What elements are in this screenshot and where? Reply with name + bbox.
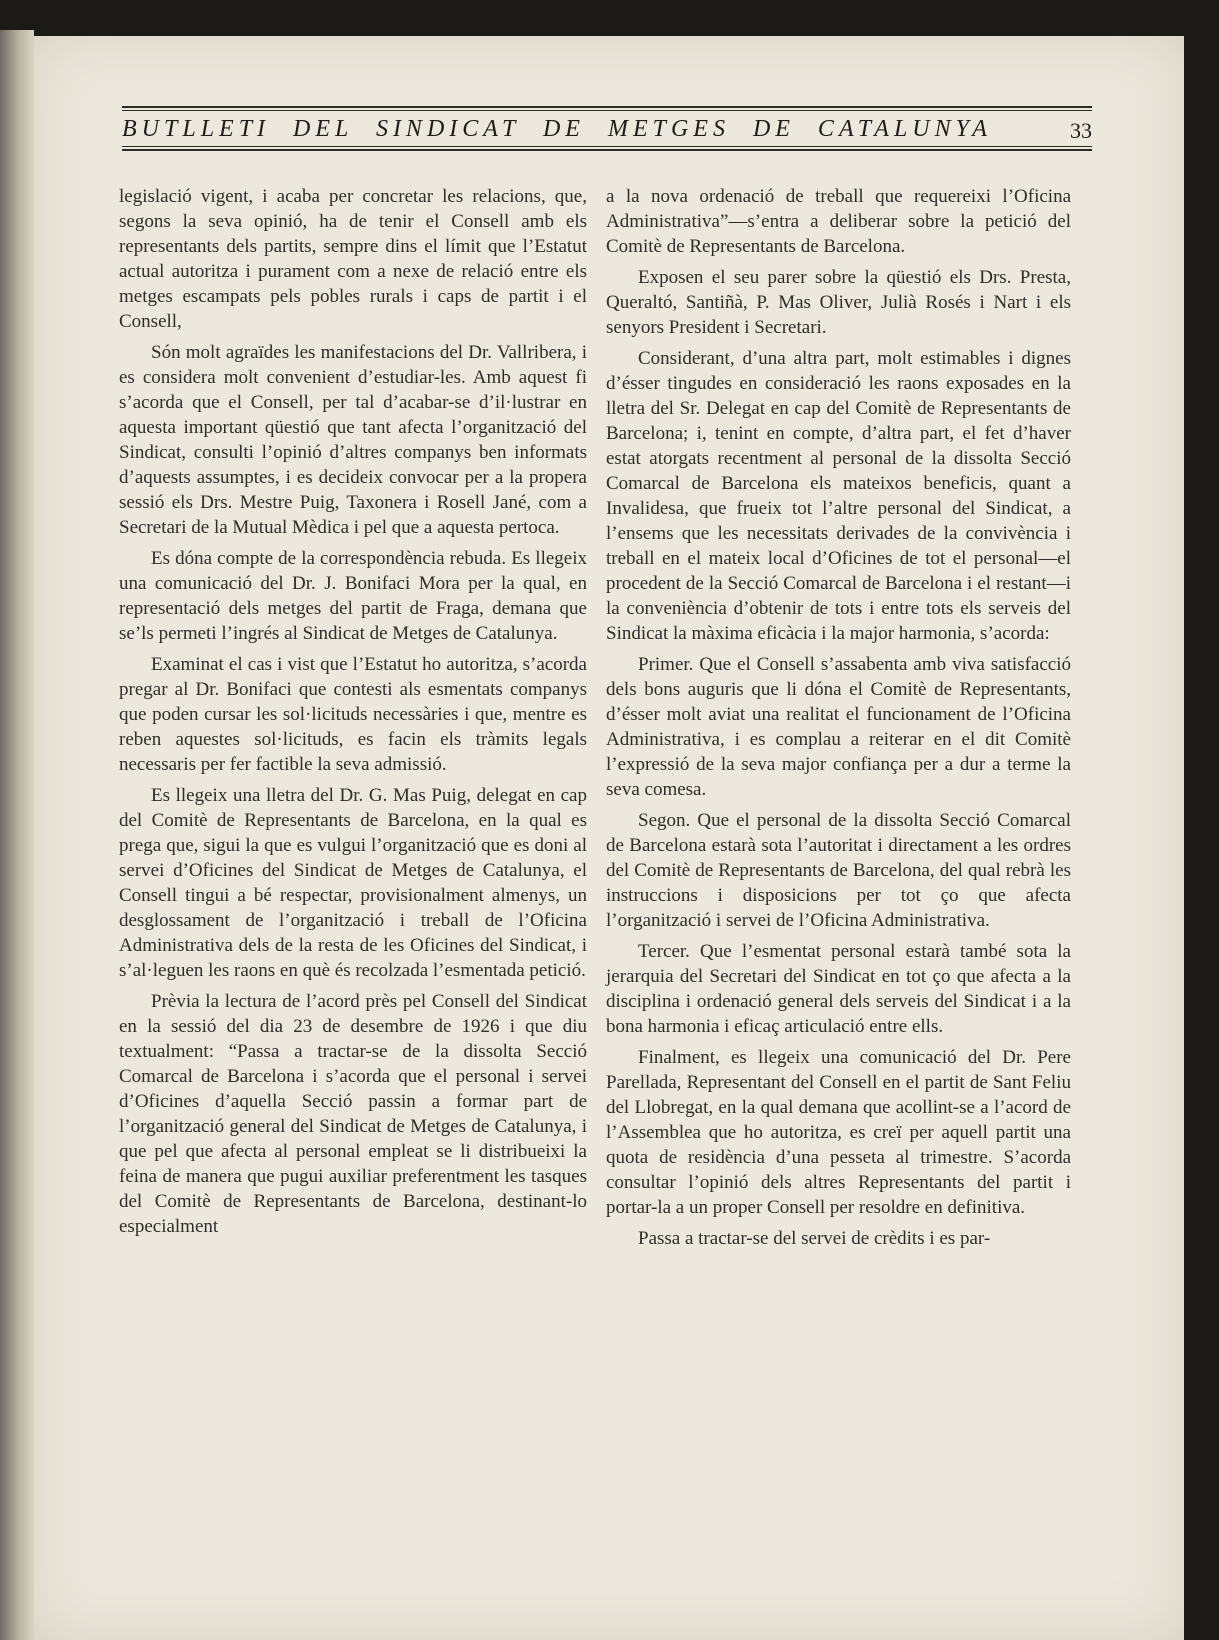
right-text-column [606, 184, 1071, 1257]
paragraph: Considerant, d’una altra part, molt estimables i dignes d’ésser tingudes en consideració les raons exposades en la lletra del Sr. Delegat en cap del Comitè de Representants de Barcelona; i, tenint en compte, d’altra part, el fet d’haver estat atorgats recentment al personal de la dissolta Secció Comarcal de Barcelona els mateixos beneficis, quant a Invalidesa, que frueix tot l’altre personal del Sindicat, a l’ensems que les necessitats derivades de la convivència i treball en el mateix local d’Oficines de tot el personal—el procedent de la Secció Comarcal de Barcelona i el restant—i la conveniència d’obtenir de tots i entre tots els serveis del Sindicat la màxima eficàcia i la major harmonia, s’acorda: [606, 348, 1071, 644]
running-header-title: BUTLLETI DEL SINDICAT DE METGES DE CATALUNYA [122, 116, 992, 142]
header-rule-bottom-thin [122, 146, 1092, 147]
paragraph: Finalment, es llegeix una comunicació del Dr. Pere Parellada, Representant del Consell en el partit de Sant Feliu del Llobregat, en la qual demana que acollint-se a l’acord de l’Assemblea que ho autoritza, es creï per aquell partit una quota de residència d’una pesseta al trimestre. S’acorda consultar l’opinió dels altres Representants del partit i portar-la a un proper Consell per resoldre en definitiva. [606, 1047, 1071, 1218]
paragraph: Prèvia la lectura de l’acord près pel Consell del Sindicat en la sessió del dia 23 de desembre de 1926 i que diu textualment: “Passa a tractar-se de la dissolta Secció Comarcal de Barcelona i s’acorda que el personal i servei d’Oficines d’aquella Secció passin a formar part de l’organització general del Sindicat de Metges de Catalunya, i que pel que afecta al personal empleat se li distribueixi la feina de manera que pugui auxiliar preferentment les tasques del Comitè de Representants de Barcelona, destinant-lo especialment [119, 991, 587, 1237]
paragraph: Són molt agraïdes les manifestacions del Dr. Vallribera, i es considera molt convenient d’estudiar-les. Amb aquest fi s’acorda que el Consell, per tal d’acabar-se d’il·lustrar en aquesta important qüestió que tant afecta l’organització del Sindicat, consulti l’opinió d’altres companys ben informats d’aquests assumptes, i es decideix convocar per a la propera sessió els Drs. Mestre Puig, Taxonera i Rosell Jané, com a Secretari de la Mutual Mèdica i pel que a aquesta pertoca. [119, 342, 587, 538]
paragraph: Primer. Que el Consell s’assabenta amb viva satisfacció dels bons auguris que li dóna el Comitè de Representants, d’ésser molt aviat una realitat el funcionament de l’Oficina Administrativa, i es complau a reiterar en el dit Comitè l’expressió de la seva major confiança per a dur a terme la seva comesa. [606, 654, 1071, 800]
paragraph: a la nova ordenació de treball que requereixi l’Oficina Administrativa”—s’entra a deliberar sobre la petició del Comitè de Representants de Barcelona. [606, 186, 1071, 257]
paragraph: Passa a tractar-se del servei de crèdits i es par- [638, 1228, 991, 1249]
header-rule-bottom [122, 149, 1092, 151]
document-page [34, 36, 1184, 1640]
paragraph: Examinat el cas i vist que l’Estatut ho autoritza, s’acorda pregar al Dr. Bonifaci que contesti als esmentats companys que poden cursar les sol·licituds necessàries i que, mentre es reben aquestes sol·licituds, es facin els tràmits legals necessaris per fer factible la seva admissió. [119, 654, 587, 775]
left-text-column [119, 184, 587, 1245]
page-number: 33 [1070, 118, 1092, 143]
paragraph: Es dóna compte de la correspondència rebuda. Es llegeix una comunicació del Dr. J. Bonifaci Mora per la qual, en representació dels metges del partit de Fraga, demana que se’ls permeti l’ingrés al Sindicat de Metges de Catalunya. [119, 548, 587, 644]
paragraph: Tercer. Que l’esmentat personal estarà també sota la jerarquia del Secretari del Sindicat en tot ço que afecta a la disciplina i ordenació general dels serveis del Sindicat i a la bona harmonia i eficaç articulació entre ells. [606, 941, 1071, 1037]
paragraph: Segon. Que el personal de la dissolta Secció Comarcal de Barcelona estarà sota l’autoritat i directament a les ordres del Comitè de Representants de Barcelona, del qual rebrà les instruccions i disposicions per tot ço que afecta l’organització i servei de l’Oficina Administrativa. [606, 810, 1071, 931]
book-spine-edge [0, 30, 34, 1640]
header-rule-top-thin [122, 110, 1092, 111]
paragraph: Exposen el seu parer sobre la qüestió els Drs. Presta, Queraltó, Santiñà, P. Mas Oliver, Julià Rosés i Nart i els senyors President i Secretari. [606, 267, 1071, 338]
paragraph: legislació vigent, i acaba per concretar les relacions, que, segons la seva opinió, ha de tenir el Consell amb els representants dels partits, sempre dins el límit que l’Estatut actual autoritza i purament com a nexe de relació entre els metges escampats pels pobles rurals i caps de partit i el Consell, [119, 186, 587, 332]
header-rule-top [122, 106, 1092, 108]
paragraph: Es llegeix una lletra del Dr. G. Mas Puig, delegat en cap del Comitè de Representants de Barcelona, en la qual es prega que, sigui la que es vulgui l’organització que es doni al servei d’Oficines del Sindicat de Metges de Catalunya, el Consell tingui a bé respectar, provisionalment almenys, un desglossament de l’organització i treball de l’Oficina Administrativa dels de la resta de les Oficines del Sindicat, i s’al·leguen les raons en què és recolzada l’esmentada petició. [119, 785, 587, 981]
